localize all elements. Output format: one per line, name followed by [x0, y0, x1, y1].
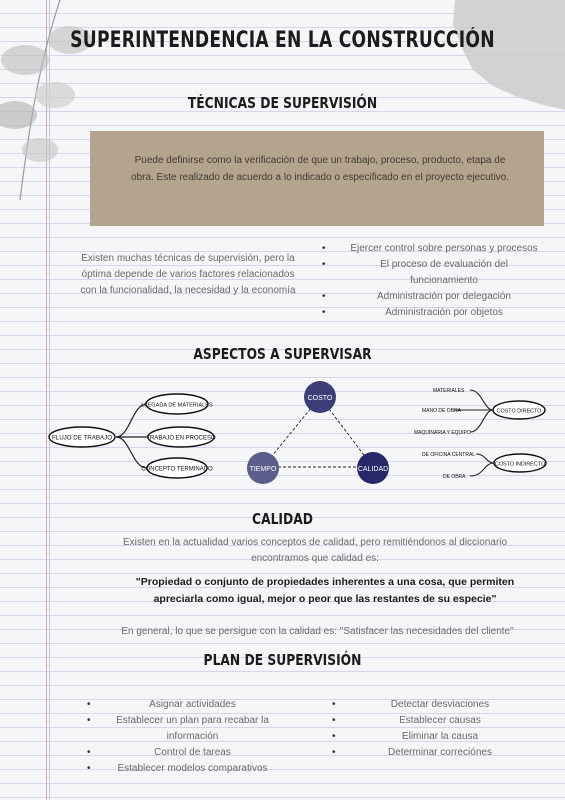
- list-item: • Detectar desviaciones: [340, 697, 540, 713]
- flujo-child-label: TRABAJO EN PROCESO: [146, 435, 216, 442]
- list-item: • Asignar actividades: [95, 697, 290, 713]
- list-item: • Control de tareas: [95, 745, 290, 761]
- costo-indirecto-item: DE OFICINA CENTRAL: [422, 452, 476, 458]
- list-item: • El proceso de evaluación del funcionamiento: [330, 257, 558, 289]
- flujo-root-label: FLUJO DE TRABAJO: [51, 434, 113, 442]
- tecnicas-heading: TÉCNICAS DE SUPERVISIÓN: [187, 94, 378, 112]
- calidad-heading: CALIDAD: [252, 510, 313, 528]
- list-item: • Establecer modelos comparativos: [95, 761, 290, 777]
- calidad-general: En general, lo que se persigue con la calidad es: "Satisfacer las necesidades del cliente": [121, 626, 514, 637]
- flujo-connectors: [116, 404, 149, 468]
- aspectos-diagram: [50, 375, 546, 500]
- list-item: • Establecer causas: [340, 713, 540, 729]
- tiempo-label: TIEMPO: [249, 466, 277, 473]
- calidad-quote: "Propiedad o conjunto de propiedades inherentes a una cosa, que permiten apreciarla como igual, mejor o peor que las restantes de su especie": [135, 576, 515, 605]
- flujo-child-label: CONCEPTO TERMINADO: [141, 466, 213, 473]
- list-item: • Ejercer control sobre personas y procesos: [330, 241, 558, 257]
- costo-directo-item: MAQUINARIA Y EQUIPO: [414, 430, 471, 436]
- aspectos-heading: ASPECTOS A SUPERVISAR: [193, 345, 372, 363]
- tecnicas-intro: Existen muchas técnicas de supervisión, pero la óptima depende de varios factores relacionados con la funcionalidad, la necesidad y la economía: [80, 253, 296, 296]
- plan-list-left: [95, 697, 290, 777]
- plan-list-right: [340, 697, 540, 761]
- costo-indirecto-item: DE OBRA: [443, 474, 466, 480]
- costo-label: COSTO: [307, 395, 333, 402]
- costo-directo-item: MATERIALES: [433, 388, 465, 394]
- costo-indirecto-label: COSTO INDIRECTO: [494, 461, 546, 468]
- costo-directo-item: MANO DE OBRA: [422, 408, 461, 414]
- plan-heading: PLAN DE SUPERVISIÓN: [203, 651, 362, 669]
- list-item: • Determinar correciónes: [340, 745, 540, 761]
- list-item: • Establecer un plan para recabar la información: [95, 713, 290, 745]
- tecnicas-list: [330, 241, 558, 321]
- page-title: SUPERINTENDENCIA EN LA CONSTRUCCIÓN: [70, 28, 495, 53]
- flujo-child-label: LLEGADA DE MATERIALES: [141, 402, 213, 409]
- costo-directo-label: COSTO DIRECTO: [496, 408, 542, 415]
- list-item: • Eliminar la causa: [340, 729, 540, 745]
- calidad-label: CALIDAD: [357, 466, 389, 473]
- definition-text: Puede definirse como la verificación de que un trabajo, proceso, producto, etapa de obra. Este realizado de acuerdo a lo indicado o especificado en el proyecto ejecutivo.: [130, 155, 510, 183]
- list-item: • Administración por delegación: [330, 289, 558, 305]
- list-item: • Administración por objetos: [330, 305, 558, 321]
- calidad-intro: Existen en la actualidad varios conceptos de calidad, pero remitiéndonos al diccionario encontramos que calidad es:: [122, 537, 508, 564]
